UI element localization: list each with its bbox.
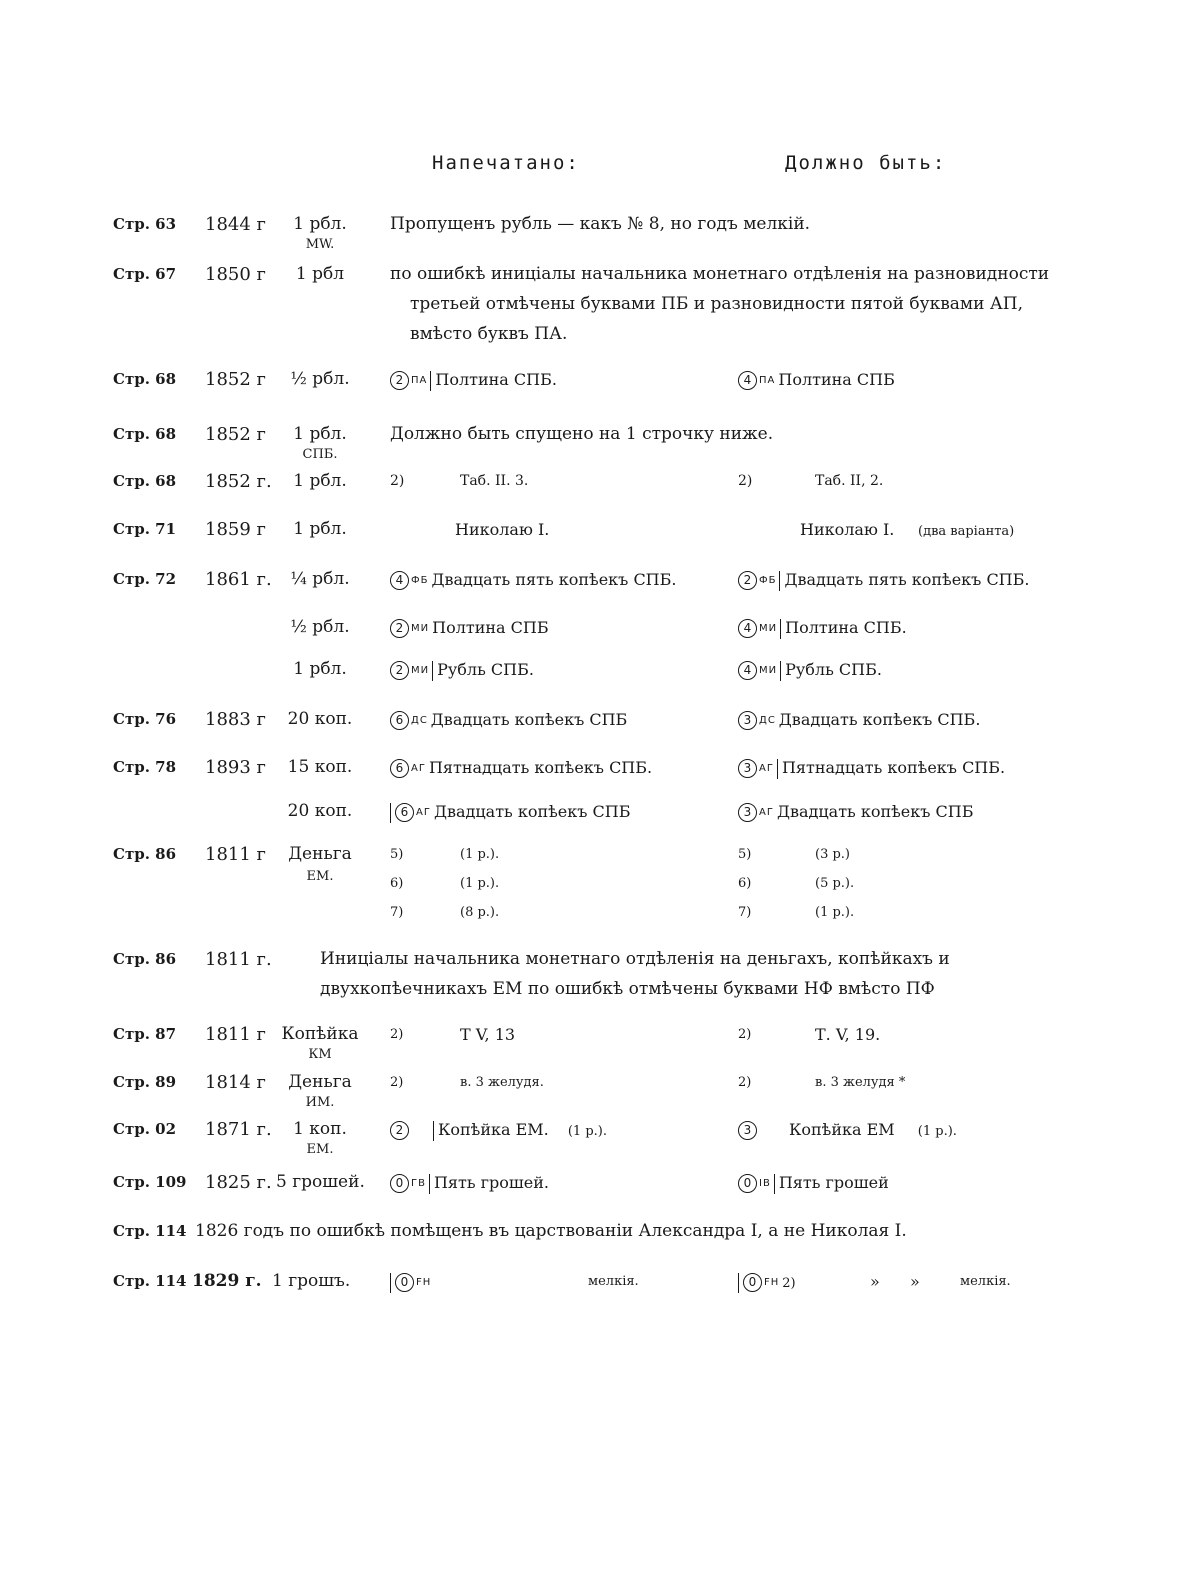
- correction-text: Иниціалы начальника монетнаго отдѣленія на деньгахъ, копѣйкахъ и двухкопѣечникахъ ЕМ по ошибкѣ отмѣчены буквами НФ вмѣсто ПФ: [320, 949, 950, 999]
- inscription: Двадцать копѣекъ СПБ: [430, 710, 628, 729]
- year: 1844 г: [205, 214, 266, 235]
- page-ref: Стр. 89: [113, 1073, 177, 1091]
- denomination: 5 грошей.: [276, 1172, 365, 1192]
- inscription: Двадцать пять копѣекъ СПБ.: [431, 570, 677, 589]
- denomination-mint: ЕМ.: [306, 869, 334, 884]
- initials: ПА: [411, 375, 428, 386]
- circled-number-icon: 4: [738, 661, 757, 680]
- denomination: 1 рбл.: [293, 424, 347, 444]
- corrected-text: Николаю I.: [800, 520, 895, 539]
- year: 1861 г.: [205, 569, 272, 590]
- initials: ДС: [759, 715, 776, 726]
- corrected-text: Таб. II, 2.: [815, 473, 884, 489]
- initials: FH: [764, 1277, 780, 1288]
- year: 1850 г: [205, 264, 266, 285]
- printed-entry: [390, 758, 652, 778]
- page-ref: Стр. 63: [113, 215, 177, 233]
- header-should-be: Должно быть:: [785, 152, 947, 174]
- inscription: Рубль СПБ.: [785, 660, 882, 679]
- divider: [433, 1121, 434, 1141]
- initials: АГ: [411, 763, 426, 774]
- year: 1811 г: [205, 844, 266, 865]
- page-ref: Стр. 87: [113, 1025, 177, 1043]
- year: 1883 г: [205, 709, 266, 730]
- year: 1811 г.: [205, 949, 272, 970]
- correction-text: 1826 годъ по ошибкѣ помѣщенъ въ царствованіи Александра I, а не Николая I.: [195, 1221, 907, 1241]
- corrected-entry: [738, 660, 882, 681]
- denomination: 1 рбл.: [293, 471, 347, 491]
- divider: [430, 371, 431, 391]
- initials: ІВ: [759, 1178, 771, 1189]
- initials: ФБ: [411, 575, 429, 586]
- page-ref: Стр. 71: [113, 520, 177, 538]
- year: 1814 г: [205, 1072, 266, 1093]
- corrected-entry: [738, 1272, 796, 1293]
- circled-number-icon: 3: [738, 803, 757, 822]
- page-ref: Стр. 76: [113, 710, 177, 728]
- initials: ФБ: [759, 575, 777, 586]
- inscription: Двадцать копѣекъ СПБ: [433, 802, 631, 821]
- printed-note: (1 р.).: [567, 1124, 607, 1139]
- divider: [779, 571, 780, 591]
- corrected-note: (два варіанта): [918, 524, 1015, 539]
- denomination: ½ рбл.: [290, 369, 350, 389]
- inscription: Копѣйка ЕМ.: [438, 1120, 549, 1139]
- denomination: ¼ рбл.: [290, 569, 350, 589]
- corrected-value: (3 р.): [815, 847, 851, 862]
- initials: ПА: [759, 375, 776, 386]
- denomination: 1 грошъ.: [272, 1271, 351, 1291]
- page-ref: Стр. 109: [113, 1173, 187, 1191]
- page-ref: Стр. 68: [113, 370, 177, 388]
- divider: [429, 1174, 430, 1194]
- initials: АГ: [416, 807, 431, 818]
- ref-number: 5): [390, 847, 404, 862]
- circled-number-icon: 3: [738, 711, 757, 730]
- initials: МИ: [411, 665, 430, 676]
- denomination-mint: MW.: [305, 237, 335, 252]
- circled-number-icon: 3: [738, 759, 757, 778]
- year: 1871 г.: [205, 1119, 272, 1140]
- corrected-entry: [738, 570, 1029, 591]
- inscription: Пять грошей: [778, 1173, 889, 1192]
- ref-number: 2): [782, 1276, 796, 1291]
- printed-entry: [390, 1272, 434, 1293]
- printed-entry: [390, 1173, 549, 1194]
- printed-text: в. 3 желудя.: [460, 1075, 544, 1090]
- inscription: Двадцать пять копѣекъ СПБ.: [784, 570, 1030, 589]
- denomination: ½ рбл.: [290, 617, 350, 637]
- printed-value: (8 р.).: [460, 905, 500, 920]
- inscription: Двадцать копѣекъ СПБ.: [778, 710, 981, 729]
- correction-text: Должно быть спущено на 1 строчку ниже.: [390, 424, 774, 444]
- ref-number: 2): [390, 1075, 404, 1090]
- circled-number-icon: 2: [390, 619, 409, 638]
- inscription: Полтина СПБ: [432, 618, 549, 637]
- corrected-text: в. 3 желудя *: [815, 1075, 906, 1090]
- printed-text: мелкія.: [588, 1274, 639, 1289]
- ditto-mark: »: [870, 1272, 880, 1291]
- printed-entry: [390, 570, 676, 590]
- divider: [780, 661, 781, 681]
- corrected-entry: [738, 1120, 957, 1141]
- initials: ГВ: [411, 1178, 426, 1189]
- ref-number: 2): [738, 1027, 752, 1042]
- divider: [390, 1273, 391, 1293]
- denomination: 15 коп.: [287, 757, 353, 777]
- ref-number: 7): [390, 905, 404, 920]
- initials: FH: [416, 1277, 432, 1288]
- inscription: Рубль СПБ.: [437, 660, 534, 679]
- printed-entry: [390, 660, 534, 681]
- ref-number: 2): [390, 1027, 404, 1042]
- page-ref: Стр. 114: [113, 1222, 187, 1240]
- denomination: 1 рбл.: [293, 214, 347, 234]
- year: 1893 г: [205, 757, 266, 778]
- divider: [777, 759, 778, 779]
- printed-value: (1 р.).: [460, 876, 500, 891]
- corrected-value: (5 р.).: [815, 876, 855, 891]
- initials: МИ: [759, 665, 778, 676]
- divider: [774, 1174, 775, 1194]
- printed-entry: [390, 618, 549, 638]
- denomination-mint: ЕМ.: [306, 1142, 334, 1157]
- page-ref: Стр. 86: [113, 845, 177, 863]
- page-ref: Стр. 86: [113, 950, 177, 968]
- initials: АГ: [759, 807, 774, 818]
- denomination: 1 коп.: [293, 1119, 347, 1139]
- divider: [390, 803, 391, 823]
- ref-number: 2): [738, 473, 753, 489]
- page-ref: Стр. 67: [113, 265, 177, 283]
- year: 1859 г: [205, 519, 266, 540]
- page-ref: Стр. 02: [113, 1120, 177, 1138]
- divider: [780, 619, 781, 639]
- page-ref: Стр. 68: [113, 425, 177, 443]
- circled-number-icon: 2: [390, 371, 409, 390]
- circled-number-icon: 6: [395, 803, 414, 822]
- inscription: Полтина СПБ.: [785, 618, 907, 637]
- correction-text: Пропущенъ рубль — какъ № 8, но годъ мелкій.: [390, 214, 811, 234]
- ref-number: 2): [738, 1075, 752, 1090]
- circled-number-icon: 3: [738, 1121, 757, 1140]
- inscription: Пятнадцать копѣекъ СПБ.: [428, 758, 653, 777]
- ref-number: 6): [390, 876, 404, 891]
- denomination: 1 рбл: [295, 264, 345, 284]
- ref-number: 5): [738, 847, 752, 862]
- ref-number: 7): [738, 905, 752, 920]
- correction-text: по ошибкѣ иниціалы начальника монетнаго отдѣленія на разновидности третьей отмѣчены буквами ПБ и разновидности пятой буквами АП, вмѣсто буквъ ПА.: [390, 264, 1050, 344]
- printed-entry: [390, 1120, 607, 1141]
- denomination: 20 коп.: [287, 709, 353, 729]
- corrected-note: (1 р.).: [917, 1124, 957, 1139]
- header-printed: Напечатано:: [432, 152, 580, 174]
- printed-value: (1 р.).: [460, 847, 500, 862]
- ditto-mark: »: [910, 1272, 920, 1291]
- page-ref: Стр. 72: [113, 570, 177, 588]
- inscription: Полтина СПБ.: [435, 370, 557, 389]
- circled-number-icon: 4: [738, 619, 757, 638]
- denomination: 1 рбл.: [293, 659, 347, 679]
- denomination: 20 коп.: [287, 801, 353, 821]
- printed-entry: [390, 802, 630, 823]
- printed-entry: [390, 370, 557, 391]
- corrected-text: Т. V, 19.: [815, 1025, 881, 1044]
- year: 1852 г: [205, 424, 266, 445]
- circled-number-icon: 0: [738, 1174, 757, 1193]
- denomination-mint: КМ: [308, 1047, 332, 1062]
- year: 1829 г.: [192, 1271, 262, 1291]
- year: 1852 г.: [205, 471, 272, 492]
- circled-number-icon: 4: [738, 371, 757, 390]
- denomination: Деньга: [288, 844, 352, 864]
- inscription: Полтина СПБ: [778, 370, 895, 389]
- initials: ДС: [411, 715, 428, 726]
- corrected-entry: [738, 758, 1005, 779]
- corrected-value: (1 р.).: [815, 905, 855, 920]
- ref-number: 2): [390, 473, 405, 489]
- page-ref: Стр. 78: [113, 758, 177, 776]
- inscription: Копѣйка ЕМ: [789, 1120, 895, 1139]
- initials: МИ: [411, 623, 430, 634]
- inscription: Пятнадцать копѣекъ СПБ.: [781, 758, 1006, 777]
- inscription: Пять грошей.: [433, 1173, 550, 1192]
- denomination: 1 рбл.: [293, 519, 347, 539]
- circled-number-icon: 0: [390, 1174, 409, 1193]
- corrected-entry: [738, 710, 980, 730]
- initials: МИ: [759, 623, 778, 634]
- initials: АГ: [759, 763, 774, 774]
- inscription: Двадцать копѣекъ СПБ: [776, 802, 974, 821]
- circled-number-icon: 4: [390, 571, 409, 590]
- printed-text: Таб. II. 3.: [460, 473, 529, 489]
- corrected-entry: [738, 618, 907, 639]
- circled-number-icon: 2: [390, 1121, 409, 1140]
- circled-number-icon: 0: [743, 1273, 762, 1292]
- circled-number-icon: 6: [390, 759, 409, 778]
- printed-entry: [390, 710, 627, 730]
- ref-number: 6): [738, 876, 752, 891]
- circled-number-icon: 2: [390, 661, 409, 680]
- divider: [738, 1273, 739, 1293]
- printed-text: Николаю I.: [455, 520, 550, 539]
- year: 1852 г: [205, 369, 266, 390]
- year: 1825 г.: [205, 1172, 272, 1193]
- denomination-mint: СПБ.: [302, 447, 338, 462]
- divider: [432, 661, 433, 681]
- corrected-entry: [738, 370, 895, 390]
- corrected-entry: [738, 1173, 889, 1194]
- circled-number-icon: 0: [395, 1273, 414, 1292]
- page-ref: Стр. 114: [113, 1272, 187, 1290]
- circled-number-icon: 6: [390, 711, 409, 730]
- corrected-text: мелкія.: [960, 1274, 1011, 1289]
- year: 1811 г: [205, 1024, 266, 1045]
- denomination-mint: ИМ.: [305, 1095, 335, 1110]
- denomination: Деньга: [288, 1072, 352, 1092]
- circled-number-icon: 2: [738, 571, 757, 590]
- denomination: Копѣйка: [281, 1024, 359, 1044]
- page-ref: Стр. 68: [113, 472, 177, 490]
- corrected-entry: [738, 802, 973, 822]
- printed-text: Т V, 13: [460, 1025, 516, 1044]
